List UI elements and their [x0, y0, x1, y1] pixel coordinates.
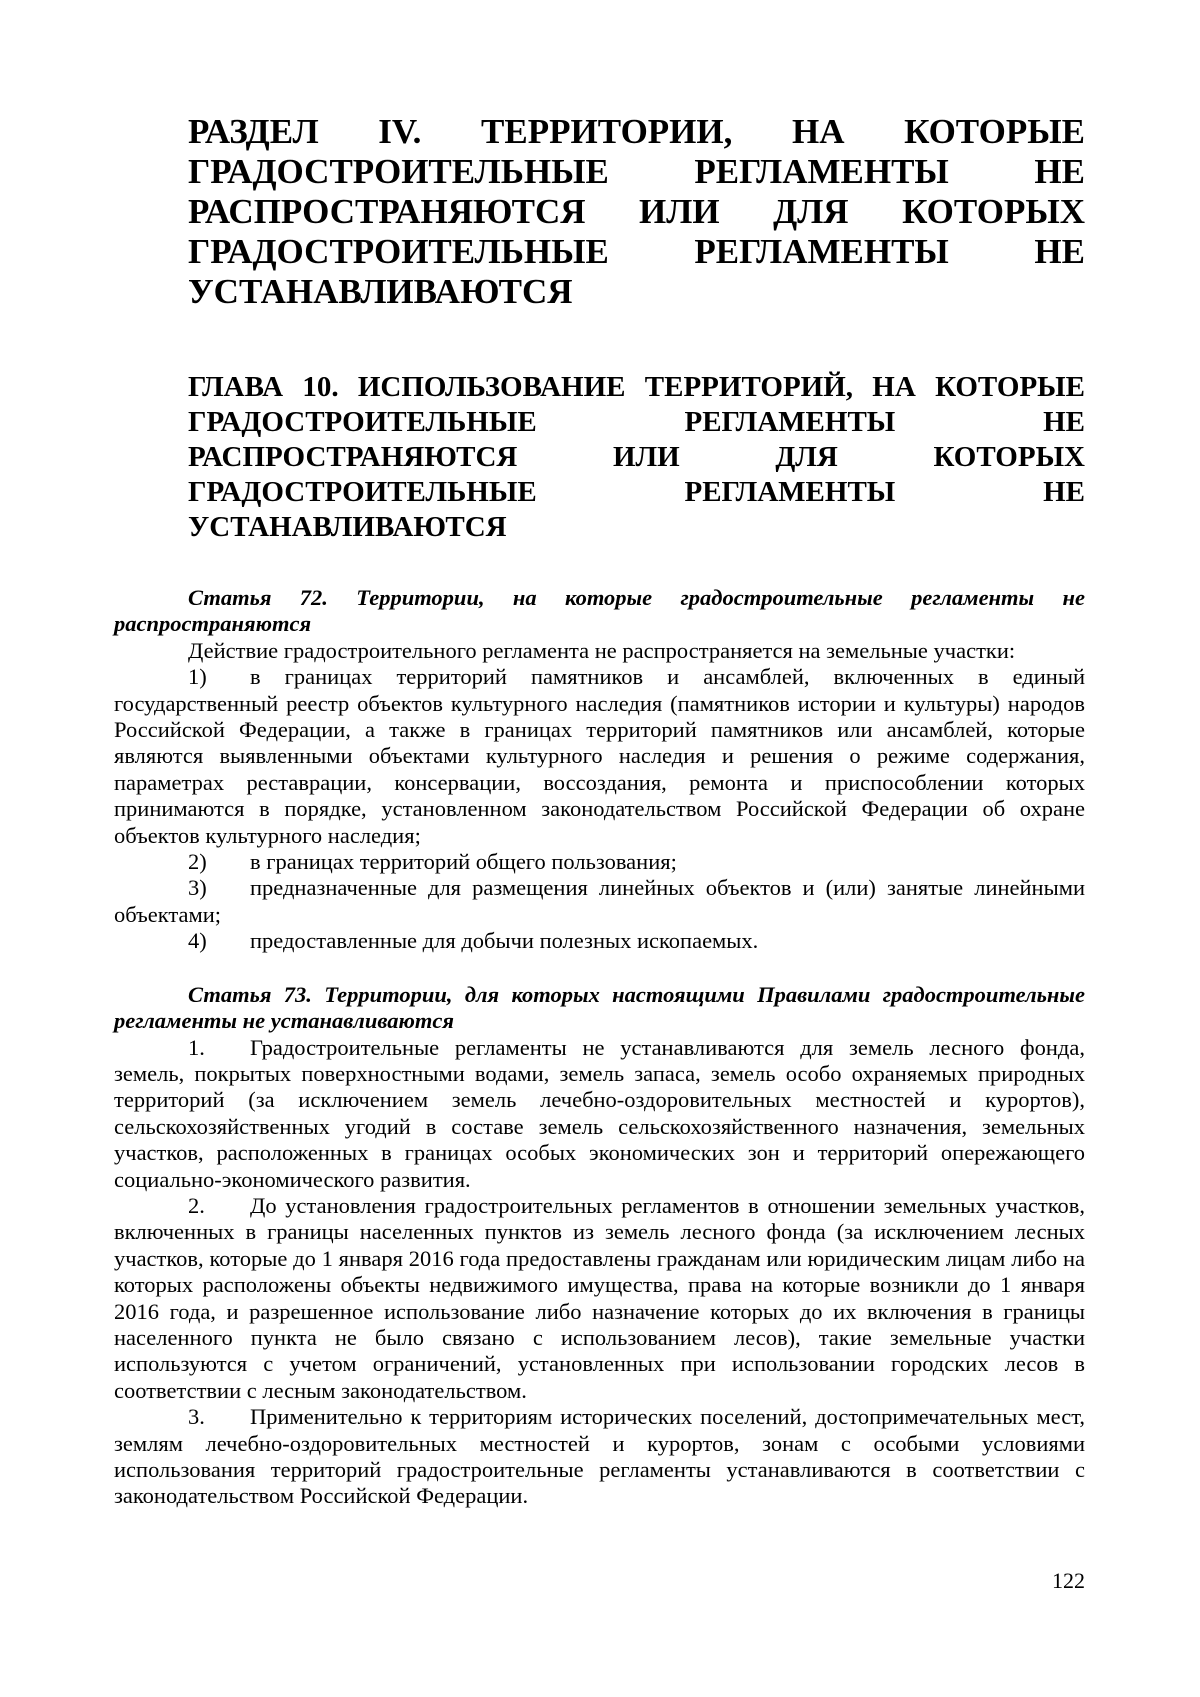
article-72-intro: Действие градостроительного регламента не распространяется на земельные участки: [188, 637, 1016, 663]
list-item [114, 928, 1085, 954]
list-item-number: 1) [188, 664, 207, 690]
list-item [114, 664, 1085, 849]
chapter-title: ГЛАВА 10. ИСПОЛЬЗОВАНИЕ ТЕРРИТОРИЙ, НА КОТОРЫЕ ГРАДОСТРОИТЕЛЬНЫЕ РЕГЛАМЕНТЫ НЕ РАСПРОСТРАНЯЮТСЯ ИЛИ ДЛЯ КОТОРЫХ ГРАДОСТРОИТЕЛЬНЫЕ РЕГЛАМЕНТЫ НЕ УСТАНАВЛИВАЮТСЯ [188, 371, 1085, 543]
section-title: РАЗДЕЛ IV. ТЕРРИТОРИИ, НА КОТОРЫЕ ГРАДОСТРОИТЕЛЬНЫЕ РЕГЛАМЕНТЫ НЕ РАСПРОСТРАНЯЮТСЯ ИЛИ ДЛЯ КОТОРЫХ ГРАДОСТРОИТЕЛЬНЫЕ РЕГЛАМЕНТЫ НЕ УСТАНАВЛИВАЮТСЯ [188, 112, 1085, 311]
page-number: 122 [1052, 1568, 1085, 1593]
list-item [114, 875, 1085, 928]
paragraph-number: 3. [188, 1404, 205, 1430]
article-73-heading: Статья 73. Территории, для которых настоящими Правилами градостроительные регламенты не устанавливаются [114, 981, 1085, 1034]
paragraph-number: 2. [188, 1192, 205, 1218]
spacer [114, 955, 1085, 982]
paragraph-text: Градостроительные регламенты не устанавливаются для земель лесного фонда, земель, покрытых поверхностными водами, земель запаса, земель особо охраняемых природных территорий (за исключением земель лечебно-оздоровительных местностей и курортов), сельскохозяйственных угодий в составе земель сельскохозяйственного назначения, земельных участков, расположенных в границах особых экономических зон и территорий опережающего социально-экономического развития. [114, 1034, 1085, 1192]
paragraph-text: До установления градостроительных регламентов в отношении земельных участков, включенных в границы населенных пунктов из земель лесного фонда (за исключением лесных участков, которые до 1 января 2016 года предоставлены гражданам или юридическим лицам либо на которых расположены объекты недвижимого имущества, права на которые возникли до 1 января 2016 года, и разрешенное использование либо назначение которых до их включения в границы населенного пункта не было связано с использованием лесов), такие земельные участки используются с учетом ограничений, установленных при использовании городских лесов в соответствии с лесным законодательством. [114, 1192, 1085, 1403]
list-item-text: предоставленные для добычи полезных ископаемых. [250, 928, 759, 954]
article-72-heading: Статья 72. Территории, на которые градостроительные регламенты не распространяются [114, 585, 1085, 637]
list-item [114, 849, 1085, 875]
numbered-paragraph [114, 1035, 1085, 1193]
list-item-number: 4) [188, 928, 207, 954]
paragraph-text: Применительно к территориям исторических поселений, достопримечательных мест, землям лечебно-оздоровительных местностей и курортов, зонам с особыми условиями использования территорий градостроительные регламенты устанавливаются в соответствии с законодательством Российской Федерации. [114, 1404, 1085, 1509]
paragraph-number: 1. [188, 1034, 205, 1060]
list-item-number: 3) [188, 875, 207, 901]
document-body [114, 585, 1085, 1510]
list-item-text: в границах территорий памятников и ансамблей, включенных в единый государственный реестр объектов культурного наследия (памятников истории и культуры) народов Российской Федерации, а также в границах территорий памятников или ансамблей, которые являются выявленными объектами культурного наследия и решения о режиме содержания, параметрах реставрации, консервации, воссоздания, ремонта и приспособлении которых принимаются в порядке, установленном законодательством Российской Федерации об охране объектов культурного наследия; [114, 664, 1085, 848]
numbered-paragraph [114, 1404, 1085, 1510]
numbered-paragraph [114, 1193, 1085, 1404]
list-item-number: 2) [188, 849, 207, 875]
list-item-text: предназначенные для размещения линейных объектов и (или) занятые линейными объектами; [114, 875, 1085, 927]
list-item-text: в границах территорий общего пользования; [250, 849, 677, 875]
